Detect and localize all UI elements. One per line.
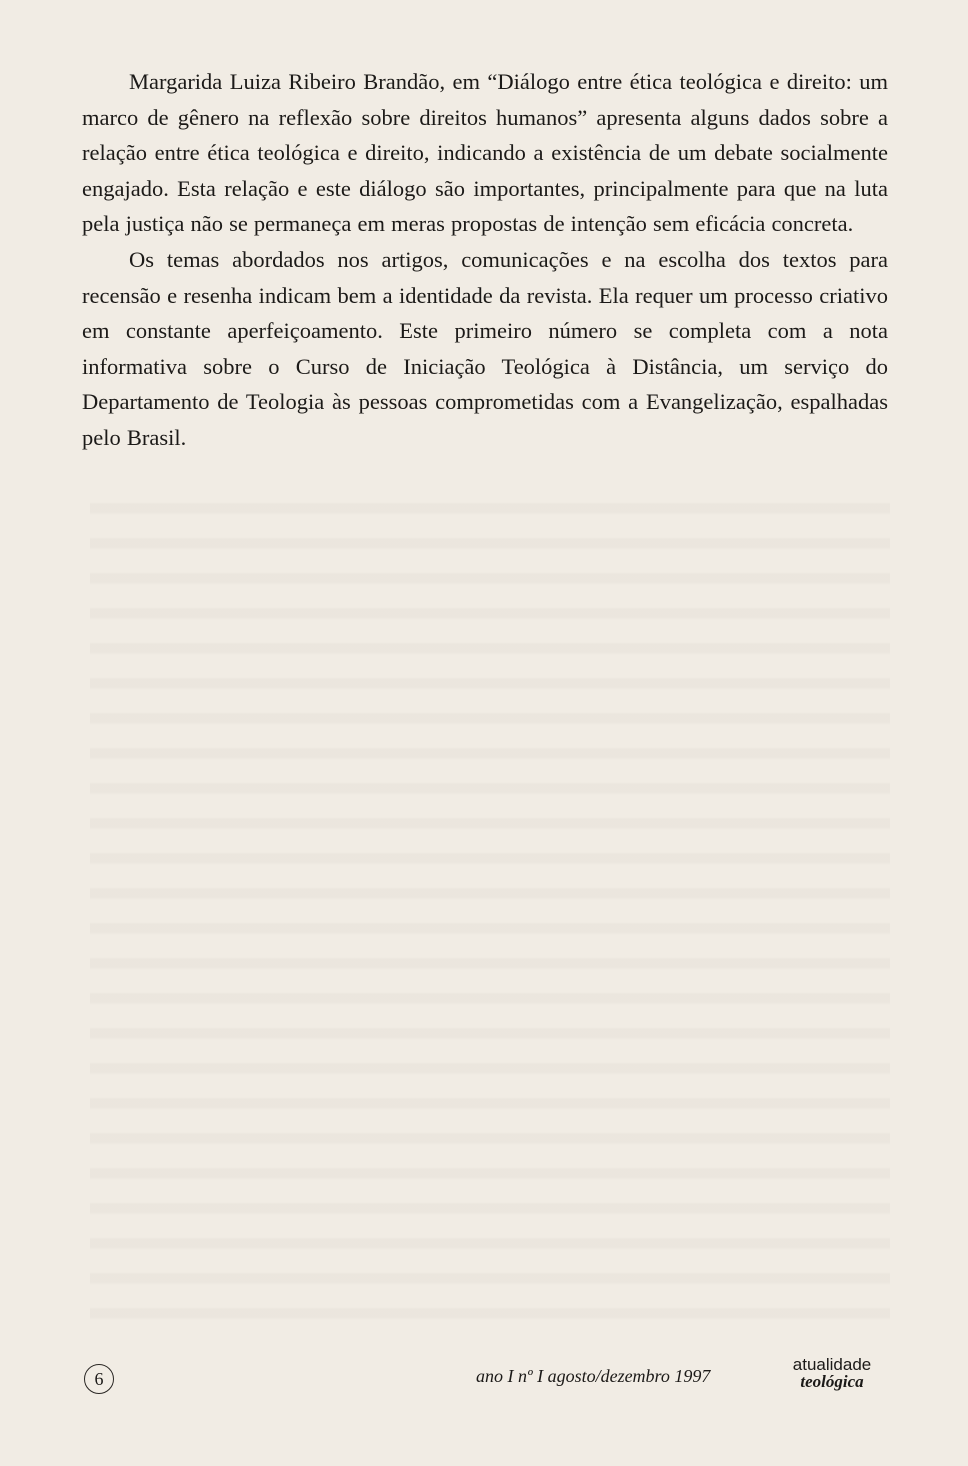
page-footer xyxy=(0,1350,968,1410)
journal-logo-line1: atualidade xyxy=(792,1355,872,1374)
paragraph-2: Os temas abordados nos artigos, comunicações e na escolha dos textos para recensão e resenha indicam bem a identidade da revista. Ela requer um processo criativo em constante aperfeiçoamento. Este primeiro número se completa com a nota informativa sobre o Curso de Iniciação Teológica à Distância, um serviço do Departamento de Teologia às pessoas comprometidas com a Evangelização, espalhadas pelo Brasil. xyxy=(82,246,888,450)
page-number: 6 xyxy=(84,1364,114,1394)
body-text xyxy=(82,64,888,456)
paragraph-1: Margarida Luiza Ribeiro Brandão, em “Diálogo entre ética teológica e direito: um marco de gênero na reflexão sobre direitos humanos” apresenta alguns dados sobre a relação entre ética teológica e direito, indicando a existência de um debate socialmente engajado. Esta relação e este diálogo são importantes, principalmente para que na luta pela justiça não se permaneça em meras propostas de intenção sem eficácia concreta. xyxy=(82,69,888,237)
journal-logo xyxy=(782,1356,882,1390)
show-through-texture xyxy=(90,480,890,1320)
journal-logo-line2: teológica xyxy=(800,1372,864,1391)
issue-info: ano I nº I agosto/dezembro 1997 xyxy=(476,1366,711,1386)
